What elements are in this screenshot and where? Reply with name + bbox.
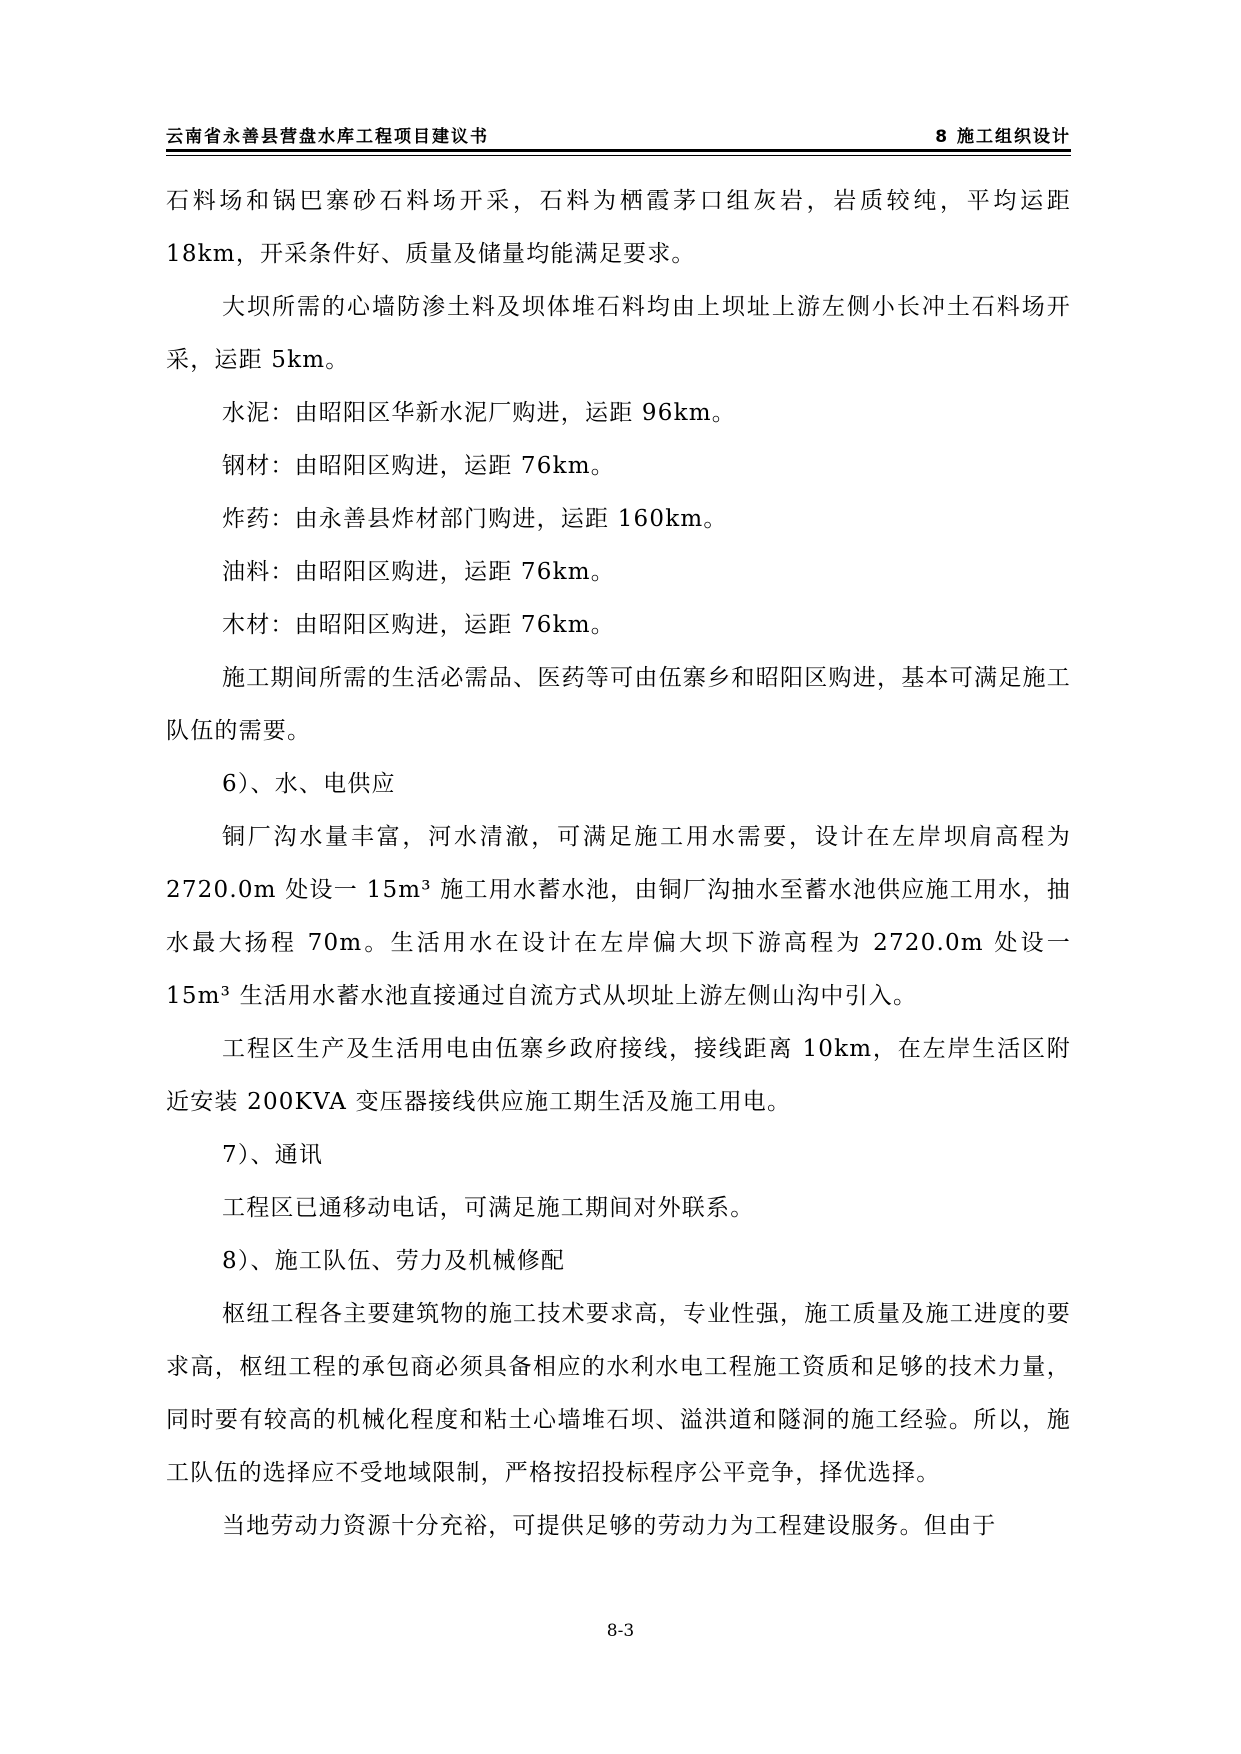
- document-title: 云南省永善县营盘水库工程项目建议书: [166, 127, 489, 147]
- paragraph: 8）、施工队伍、劳力及机械修配: [222, 1248, 566, 1274]
- paragraph: 枢纽工程各主要建筑物的施工技术要求高，专业性强，施工质量及施工进度的要求高，枢纽工程的承包商必须具备相应的水利水电工程施工资质和足够的技术力量，同时要有较高的机械化程度和粘土心墙堆石坝、溢洪道和隧洞的施工经验。所以，施工队伍的选择应不受地域限制，严格按招投标程序公平竞争，择优选择。: [166, 1301, 1071, 1486]
- paragraph: 水泥：由昭阳区华新水泥厂购进，运距 96km。: [222, 400, 736, 426]
- paragraph: 工程区已通移动电话，可满足施工期间对外联系。: [222, 1195, 755, 1221]
- paragraph: 当地劳动力资源十分充裕，可提供足够的劳动力为工程建设服务。但由于: [222, 1513, 997, 1539]
- page-header: [166, 118, 1071, 148]
- paragraph: 炸药：由永善县炸材部门购进，运距 160km。: [222, 506, 728, 532]
- paragraph: 油料：由昭阳区购进，运距 76km。: [222, 559, 615, 585]
- paragraph: 铜厂沟水量丰富，河水清澈，可满足施工用水需要，设计在左岸坝肩高程为 2720.0m 处设一 15m³ 施工用水蓄水池，由铜厂沟抽水至蓄水池供应施工用水，抽水最大扬程 70m。生活用水在设计在左岸偏大坝下游高程为 2720.0m 处设一 15m³ 生活用水蓄水池直接通过自流方式从坝址上游左侧山沟中引入。: [166, 824, 1071, 1009]
- paragraph: 大坝所需的心墙防渗土料及坝体堆石料均由上坝址上游左侧小长冲土石料场开采，运距 5km。: [166, 294, 1071, 373]
- paragraph: 石料场和锅巴寨砂石料场开采，石料为栖霞茅口组灰岩，岩质较纯，平均运距18km，开采条件好、质量及储量均能满足要求。: [166, 188, 1071, 267]
- body-text: [166, 175, 1071, 1553]
- header-rule-thick: [166, 149, 1071, 152]
- paragraph: 施工期间所需的生活必需品、医药等可由伍寨乡和昭阳区购进，基本可满足施工队伍的需要。: [166, 665, 1071, 744]
- paragraph: 钢材：由昭阳区购进，运距 76km。: [222, 453, 615, 479]
- paragraph: 7）、通讯: [222, 1142, 324, 1168]
- paragraph: 6）、水、电供应: [222, 771, 396, 797]
- paragraph: 工程区生产及生活用电由伍寨乡政府接线，接线距离 10km，在左岸生活区附近安装 200KVA 变压器接线供应施工期生活及施工用电。: [166, 1036, 1071, 1115]
- page-number: 8-3: [606, 1621, 635, 1641]
- header-rule-thin: [166, 155, 1071, 156]
- chapter-title: 8 施工组织设计: [935, 127, 1071, 147]
- paragraph: 木材：由昭阳区购进，运距 76km。: [222, 612, 615, 638]
